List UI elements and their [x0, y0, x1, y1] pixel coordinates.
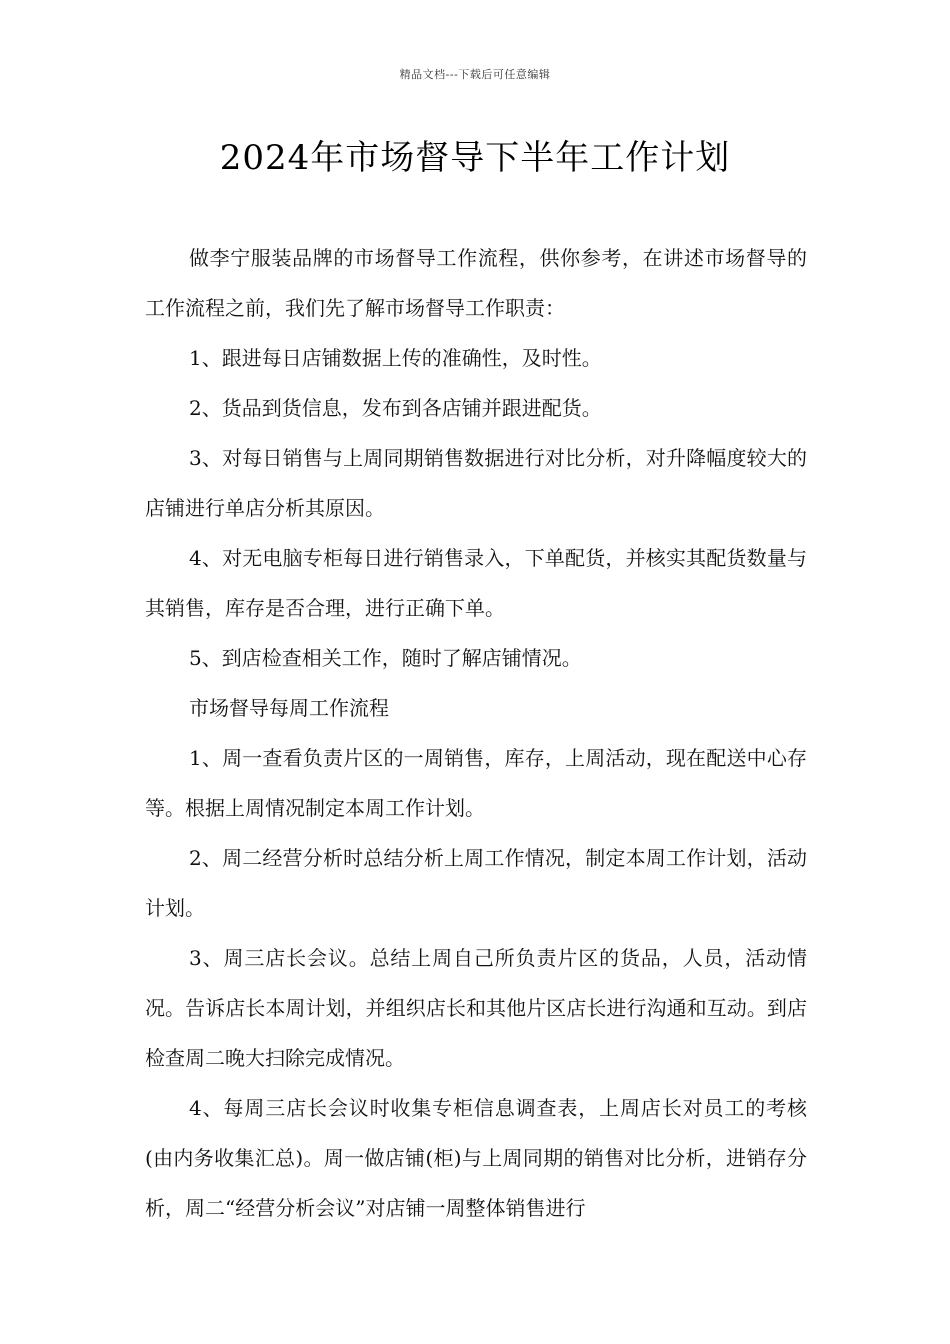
paragraph-weekly-3: 3、周三店长会议。总结上周自己所负责片区的货品，人员，活动情况。告诉店长本周计划，并组织店长和其他片区店长进行沟通和互动。到店检查周二晚大扫除完成情况。 [145, 946, 807, 1070]
paragraph-duty-3: 3、对每日销售与上周同期销售数据进行对比分析，对升降幅度较大的店铺进行单店分析其原因。 [145, 446, 807, 520]
document-body [145, 233, 807, 1233]
paragraph-duty-2: 2、货品到货信息，发布到各店铺并跟进配货。 [189, 396, 602, 420]
paragraph-weekly-1: 1、周一查看负责片区的一周销售，库存，上周活动，现在配送中心存等。根据上周情况制定本周工作计划。 [145, 746, 807, 820]
paragraph-weekly-2: 2、周二经营分析时总结分析上周工作情况，制定本周工作计划，活动计划。 [145, 846, 807, 920]
paragraph-duty-4: 4、对无电脑专柜每日进行销售录入，下单配货，并核实其配货数量与其销售，库存是否合理，进行正确下单。 [145, 546, 807, 620]
section-heading-weekly-flow: 市场督导每周工作流程 [189, 696, 389, 720]
paragraph-duty-1: 1、跟进每日店铺数据上传的准确性，及时性。 [189, 346, 602, 370]
paragraph-duty-5: 5、到店检查相关工作，随时了解店铺情况。 [189, 646, 582, 670]
document-title: 2024年市场督导下半年工作计划 [219, 138, 731, 178]
header-note: 精品文档---下载后可任意编辑 [399, 68, 551, 81]
paragraph-intro: 做李宁服装品牌的市场督导工作流程，供你参考，在讲述市场督导的工作流程之前，我们先了解市场督导工作职责： [145, 246, 807, 320]
paragraph-weekly-4: 4、每周三店长会议时收集专柜信息调查表，上周店长对员工的考核(由内务收集汇总)。周一做店铺(柜)与上周同期的销售对比分析，进销存分析，周二“经营分析会议”对店铺一周整体销售进行 [145, 1096, 807, 1220]
